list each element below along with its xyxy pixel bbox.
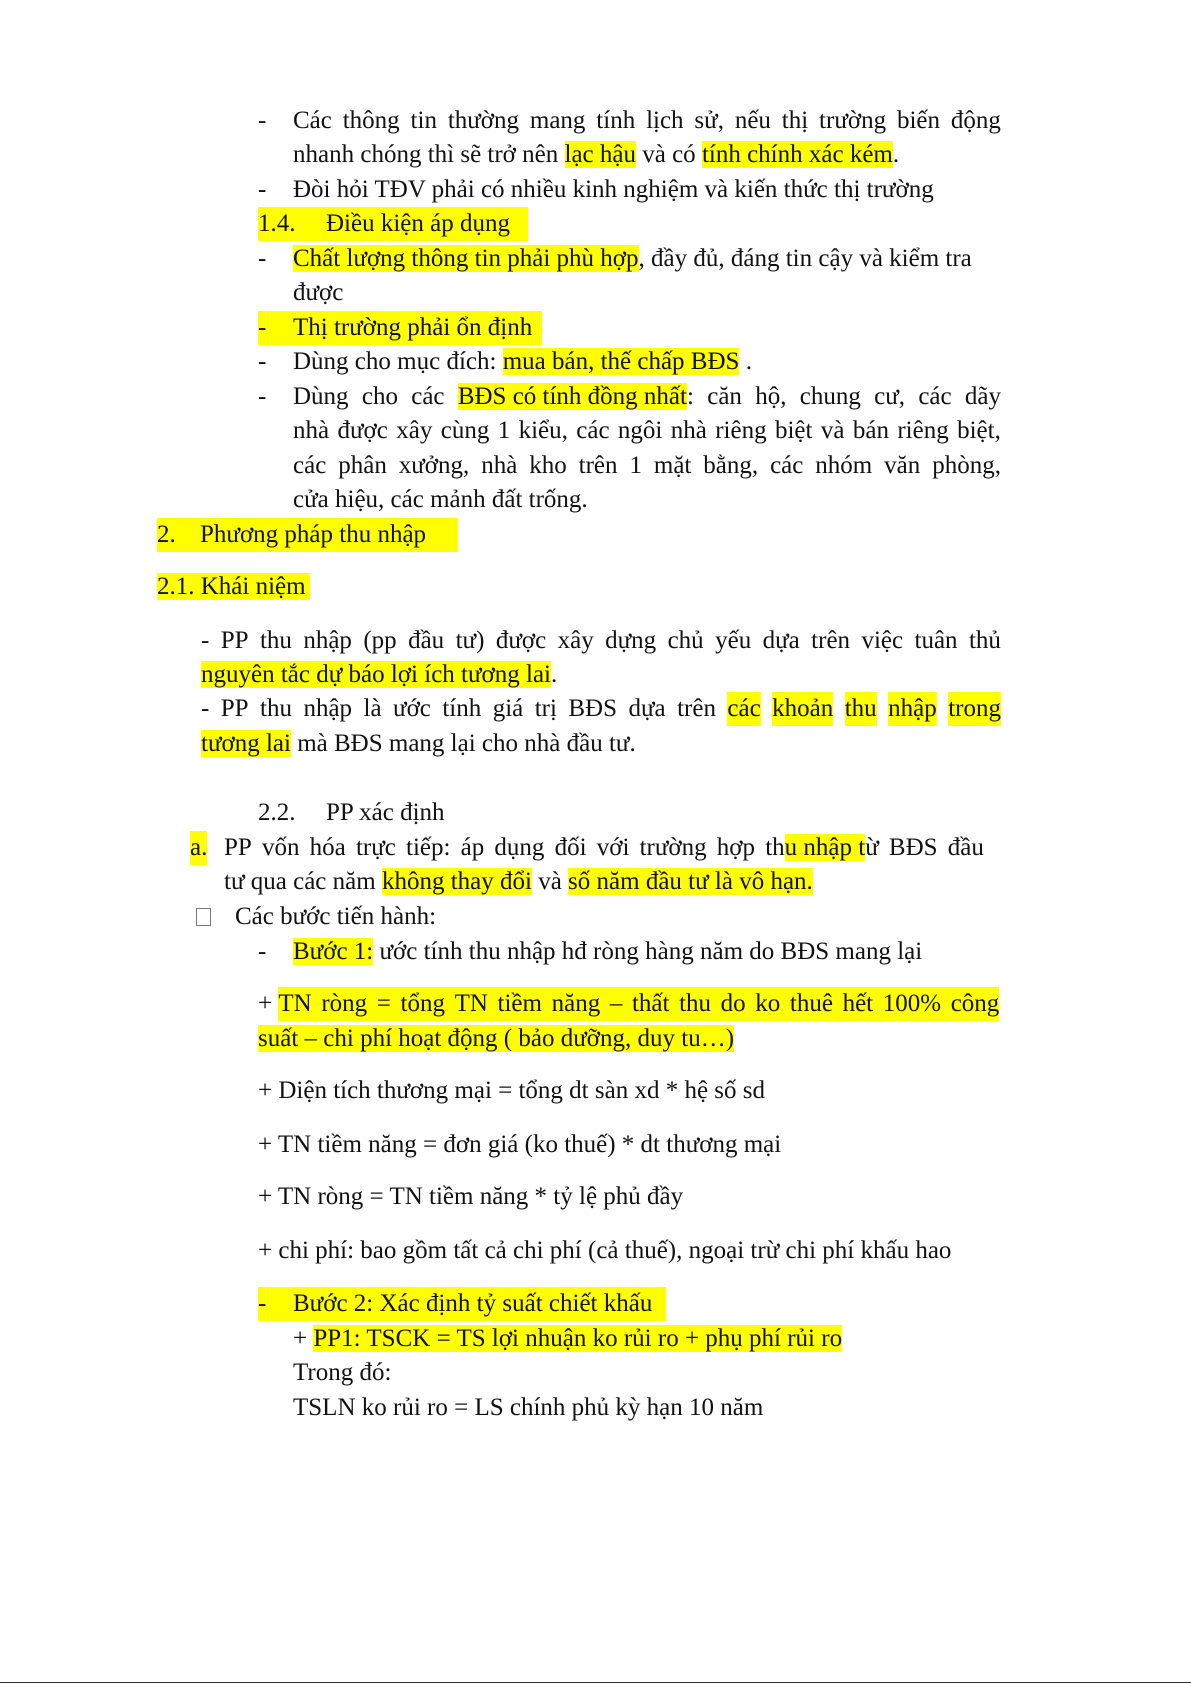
text: . — [739, 348, 752, 375]
word: mặt — [653, 452, 692, 479]
word: TN — [454, 990, 488, 1017]
heading-number: 1.4. — [258, 210, 296, 237]
word: dụng — [494, 834, 545, 861]
word: đầu — [947, 834, 984, 861]
word: động — [950, 107, 1001, 134]
paragraph-line — [293, 138, 899, 172]
word: TN — [278, 990, 312, 1017]
word: xưởng, — [398, 452, 470, 479]
text: . — [892, 141, 900, 168]
bullet-dash: - — [258, 176, 267, 203]
word: bằng, — [703, 452, 759, 479]
checkbox-symbol-icon — [196, 908, 211, 926]
word: thu — [679, 990, 712, 1017]
word: thị — [781, 107, 809, 134]
word: phân — [338, 452, 387, 479]
paragraph-line — [201, 624, 1001, 658]
heading-title: Điều kiện áp dụng — [326, 210, 510, 237]
word: tiềm — [497, 990, 542, 1017]
word: thường — [447, 107, 520, 134]
paragraph-line — [293, 104, 1001, 138]
word: thu nhập từ — [765, 834, 879, 861]
word: văn — [884, 452, 921, 479]
word: hộ, — [755, 383, 787, 410]
word: nhà — [293, 417, 330, 444]
text: ước tính thu nhập hđ ròng hàng năm do BĐS mang lại — [373, 938, 923, 965]
highlighted-text: mua bán, thế chấp BĐS — [502, 348, 740, 375]
word: 100% — [882, 990, 942, 1017]
word: do — [720, 990, 746, 1017]
word: ngôi — [617, 417, 663, 444]
word: ko — [755, 990, 781, 1017]
highlighted-word: trong — [948, 692, 1001, 726]
text: Thị trường phải ổn định — [293, 314, 533, 341]
word: nhập — [303, 627, 352, 654]
highlighted-word: nhập — [888, 692, 937, 726]
text: Dùng cho mục đích: — [293, 348, 503, 375]
word: nếu — [734, 107, 771, 134]
word: (pp — [363, 627, 397, 654]
word: tiếp: — [406, 834, 451, 861]
section-heading-2-1 — [157, 570, 310, 604]
highlighted-text: tương lai — [201, 730, 291, 757]
highlighted-word: thu — [845, 692, 877, 726]
word: chủ — [667, 627, 704, 654]
text: mà BĐS mang lại cho nhà đầu tư. — [290, 730, 636, 757]
paragraph-line — [201, 692, 1001, 726]
word: tư) — [455, 627, 485, 654]
highlighted-text: suất – chi phí hoạt động ( bảo dưỡng, duy tu…) — [258, 1025, 735, 1052]
formula-line: + TN ròng = TN tiềm năng * tỷ lệ phủ đầy — [258, 1183, 684, 1210]
word: trường — [639, 834, 707, 861]
word: BĐS — [568, 695, 618, 722]
text: và có — [635, 141, 702, 168]
paragraph-line: Đòi hỏi TĐV phải có nhiều kinh nghiệm và kiến thức thị trường — [293, 176, 934, 203]
text: , đầy đủ, đáng tin cậy và kiểm tra — [638, 245, 972, 272]
text: nhanh chóng thì sẽ trở nên — [293, 141, 565, 168]
word: với — [596, 834, 630, 861]
word: PP — [220, 627, 249, 654]
section-heading-2 — [157, 518, 458, 552]
word: trên — [578, 452, 618, 479]
word: dựng — [605, 627, 657, 654]
text: Các bước tiến hành: — [235, 903, 437, 930]
word: và — [820, 417, 845, 444]
word: các — [918, 383, 952, 410]
formula-line: + chi phí: bao gồm tất cả chi phí (cả thuế), ngoại trừ chi phí khấu hao — [258, 1237, 952, 1264]
section-heading-2-2 — [258, 796, 445, 830]
highlighted-bullet: - Bước 2: Xác định tỷ suất chiết khấu — [258, 1287, 666, 1321]
highlighted-word: các — [727, 692, 760, 726]
word: nhóm — [815, 452, 873, 479]
bullet-dash: - — [258, 245, 267, 272]
paragraph-line: được — [293, 279, 344, 306]
text: và — [531, 868, 569, 895]
word: trị — [534, 695, 557, 722]
paragraph-line: cửa hiệu, các mảnh đất trống. — [293, 486, 588, 513]
word: Dùng — [293, 383, 349, 410]
paragraph-line — [258, 987, 1001, 1021]
word: mang — [529, 107, 586, 134]
word: thông — [342, 107, 400, 134]
text: Bước 2: Xác định tỷ suất chiết khấu — [293, 1290, 653, 1317]
word: PP — [224, 834, 252, 861]
word: tin — [410, 107, 437, 134]
word: cư, — [874, 383, 906, 410]
highlighted-text: tính chính xác kém — [701, 141, 893, 168]
word: thuê — [789, 990, 833, 1017]
paragraph-line — [201, 658, 557, 692]
highlighted-text: số năm đầu tư là vô hạn. — [568, 868, 813, 895]
section-heading-1-4 — [258, 207, 528, 241]
highlighted-bullet: - Thị trường phải ổn định — [258, 311, 542, 345]
bullet-dash: - — [258, 938, 267, 965]
word: biến — [896, 107, 940, 134]
text: + — [293, 1325, 314, 1352]
paragraph-line — [293, 935, 922, 969]
word: ròng — [321, 990, 368, 1017]
highlighted-text: Chất lượng thông tin phải phù hợp — [293, 245, 639, 272]
paragraph-line — [224, 865, 813, 899]
word: trực — [355, 834, 396, 861]
word: kiểu, — [518, 417, 568, 444]
word: dựa — [628, 695, 666, 722]
word: đối — [554, 834, 587, 861]
word: việc — [861, 627, 904, 654]
word: thu — [260, 695, 292, 722]
formula-line: + TN tiềm năng = đơn giá (ko thuế) * dt thương mại — [258, 1131, 782, 1158]
bullet-dash: - — [258, 383, 267, 410]
word: - — [201, 695, 210, 722]
highlighted-word: khoản — [772, 692, 833, 726]
highlighted-text: không thay đổi — [381, 868, 532, 895]
word: là — [363, 695, 382, 722]
paragraph-line: TSLN ko rủi ro = LS chính phủ kỳ hạn 10 năm — [293, 1394, 764, 1421]
highlighted-text: lạc hậu — [564, 141, 636, 168]
heading-title: PP xác định — [326, 799, 445, 826]
word: - — [201, 627, 210, 654]
word: phòng, — [932, 452, 1001, 479]
word: tính — [596, 107, 636, 134]
paragraph-line — [293, 449, 1001, 483]
word: trên — [677, 695, 716, 722]
word: vốn — [261, 834, 300, 861]
word: hợp — [716, 834, 756, 861]
word: được — [337, 417, 388, 444]
word: chung — [799, 383, 861, 410]
text: + — [258, 990, 279, 1017]
word: thủ — [968, 627, 1001, 654]
word: các — [411, 383, 445, 410]
text: . — [551, 661, 558, 688]
highlighted-text: nguyên tắc dự báo lợi ích tương lai — [201, 661, 551, 688]
word: BĐS — [888, 834, 938, 861]
word: sử, — [694, 107, 724, 134]
word: tính — [442, 695, 482, 722]
heading-title: Phương pháp thu nhập — [200, 521, 427, 548]
paragraph-line — [258, 1022, 734, 1056]
word: biệt — [774, 417, 813, 444]
word: bán — [852, 417, 889, 444]
word: 1 — [497, 417, 511, 444]
steps-heading — [196, 900, 437, 934]
highlighted-text: PP1: TSCK = TS lợi nhuận ko rủi ro + phụ phí rủi ro — [313, 1325, 843, 1352]
word: trường — [819, 107, 887, 134]
word: các — [576, 417, 610, 444]
word: dãy — [964, 383, 1001, 410]
word: thất — [631, 990, 670, 1017]
word: ước — [393, 695, 431, 722]
word: dựa — [762, 627, 800, 654]
page-bottom-rule — [0, 1682, 1191, 1683]
word: cùng — [440, 417, 490, 444]
formula-line — [293, 1322, 842, 1356]
word: xây — [396, 417, 433, 444]
paragraph-line — [224, 831, 984, 865]
word: trên — [811, 627, 851, 654]
word: riêng — [897, 417, 949, 444]
word: nhà — [670, 417, 707, 444]
word: riêng — [715, 417, 767, 444]
heading-number: 2.2. — [258, 799, 296, 826]
paragraph-line — [293, 345, 752, 379]
word: kho — [529, 452, 567, 479]
word: PP — [220, 695, 249, 722]
paragraph-line: Trong đó: — [293, 1359, 392, 1386]
word: – — [609, 990, 623, 1017]
word: thu — [259, 627, 292, 654]
paragraph-line — [201, 727, 636, 761]
heading-number: 2. — [157, 521, 176, 548]
word: hết — [842, 990, 874, 1017]
word: công — [950, 990, 1000, 1017]
word: tuân — [914, 627, 958, 654]
word: các — [770, 452, 804, 479]
word: hóa — [309, 834, 346, 861]
text: tư qua các năm — [224, 868, 382, 895]
paragraph-line — [293, 414, 1001, 448]
word: cho — [361, 383, 398, 410]
word: xây — [557, 627, 594, 654]
word: 1 — [629, 452, 642, 479]
word: yếu — [715, 627, 752, 654]
word: Các — [293, 107, 332, 134]
paragraph-line — [293, 380, 1001, 414]
word: áp — [460, 834, 485, 861]
word: giá — [492, 695, 524, 722]
word: các — [293, 452, 327, 479]
word: biệt, — [957, 417, 1001, 444]
highlighted-text: 2.1. Khái niệm — [157, 573, 310, 600]
word: năng — [551, 990, 601, 1017]
word: lịch — [646, 107, 684, 134]
bullet-dash: - — [258, 348, 267, 375]
list-marker: a. — [190, 831, 207, 865]
word: đầu — [408, 627, 445, 654]
word: = — [376, 990, 391, 1017]
word: nhà — [481, 452, 518, 479]
highlighted-text: BĐS có tính đồng nhất: — [457, 383, 694, 410]
word: được — [495, 627, 547, 654]
formula-line: + Diện tích thương mại = tổng dt sàn xd * hệ số sd — [258, 1077, 766, 1104]
highlighted-text: Bước 1: — [293, 938, 374, 965]
word: nhập — [303, 695, 353, 722]
paragraph-line — [293, 242, 1001, 276]
word: căn — [707, 383, 742, 410]
bullet-dash: - — [258, 107, 267, 134]
word: tổng — [400, 990, 445, 1017]
highlighted-text — [278, 987, 999, 1021]
